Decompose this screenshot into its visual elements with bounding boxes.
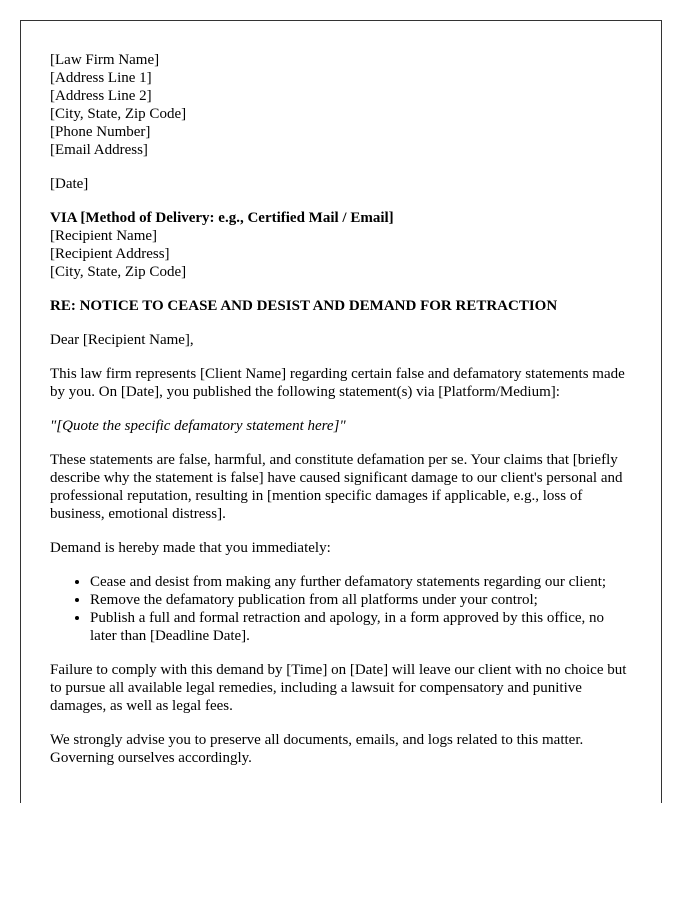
demand-list <box>50 573 632 645</box>
delivery-method: VIA [Method of Delivery: e.g., Certified Mail / Email] <box>50 210 394 226</box>
sender-line: [City, State, Zip Code] <box>50 106 187 122</box>
salutation: Dear [Recipient Name], <box>50 332 194 348</box>
recipient-line: [Recipient Address] <box>50 246 170 262</box>
sender-line: [Law Firm Name] <box>50 52 160 68</box>
sender-line: [Address Line 2] <box>50 88 152 104</box>
paragraph-preservation: We strongly advise you to preserve all documents, emails, and logs related to this matter. Governing ourselves accordingly. <box>50 732 584 766</box>
sender-line: [Email Address] <box>50 142 148 158</box>
recipient-line: [Recipient Name] <box>50 228 158 244</box>
demand-item: • Publish a full and formal retraction and apology, in a form approved by this office, no later than [Deadline Date]. <box>90 609 632 645</box>
recipient-line: [City, State, Zip Code] <box>50 264 187 280</box>
paragraph-intro: This law firm represents [Client Name] regarding certain false and defamatory statements made by you. On [Date], you published the following statement(s) via [Platform/Medium]: <box>50 366 625 400</box>
paragraph-claims: These statements are false, harmful, and constitute defamation per se. Your claims that [briefly describe why the statement is false] have caused significant damage to our client's personal and professional reputation, resulting in [mention specific damages if applicable, e.g., loss of business, emotional distress]. <box>50 452 623 522</box>
sender-line: [Address Line 1] <box>50 70 152 86</box>
paragraph-consequences: Failure to comply with this demand by [Time] on [Date] will leave our client with no choice but to pursue all available legal remedies, including a lawsuit for compensatory and punitive damages, as well as legal fees. <box>50 662 627 714</box>
subject-line: RE: NOTICE TO CEASE AND DESIST AND DEMAND FOR RETRACTION <box>50 298 558 314</box>
recipient-block <box>50 209 632 281</box>
letter-page <box>20 20 662 803</box>
sender-block <box>50 51 632 159</box>
defamatory-quote: "[Quote the specific defamatory statement here]" <box>50 418 346 434</box>
demand-item: • Remove the defamatory publication from all platforms under your control; <box>90 591 632 609</box>
sender-line: [Phone Number] <box>50 124 151 140</box>
demand-intro: Demand is hereby made that you immediately: <box>50 540 331 556</box>
demand-item: • Cease and desist from making any further defamatory statements regarding our client; <box>90 573 632 591</box>
letter-date: [Date] <box>50 176 89 192</box>
